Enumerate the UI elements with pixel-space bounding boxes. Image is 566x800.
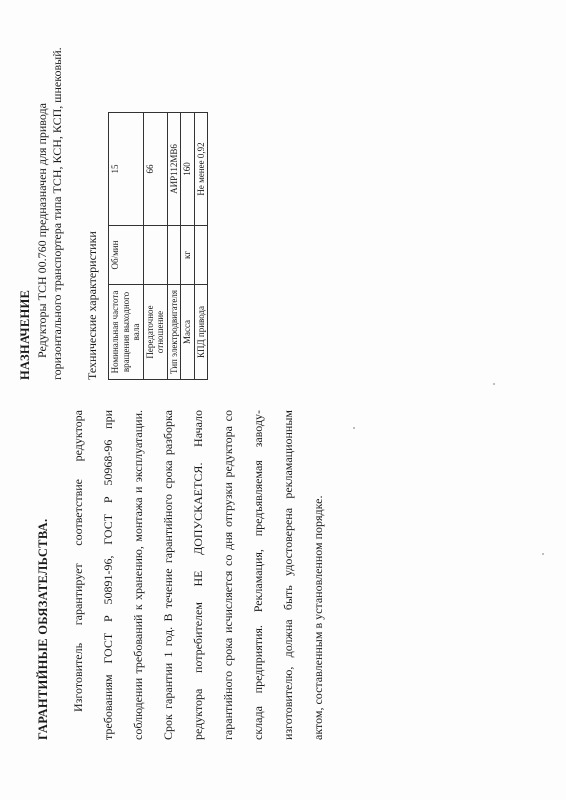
table-row bbox=[167, 113, 181, 380]
purpose-title: НАЗНАЧЕНИЕ bbox=[18, 289, 32, 380]
spec-unit: кг bbox=[181, 226, 195, 285]
table-row bbox=[143, 113, 167, 380]
spec-unit bbox=[143, 226, 167, 285]
table-row bbox=[181, 113, 195, 380]
purpose-text: Редукторы ТСН 00.760 предназначен для привода горизонтального транспортера типа ТСН, КСН, КСП, шнековый. bbox=[35, 47, 64, 380]
scan-speck bbox=[353, 427, 355, 429]
table-row bbox=[109, 113, 144, 380]
spec-value: 15 bbox=[109, 113, 144, 226]
warranty-text: Изготовитель гарантирует соответствие редуктора требованиям ГОСТ Р 50891-96, ГОСТ Р 50968-96 при соблюдении требований к хранению, монтажа и эксплуатации. Срок гарантии 1 год. В течение гарантийного срока разборка редуктора потребителем НЕ ДОПУСКАЕТСЯ. Начало гарантийного срока исчисляется со дня отгрузки редуктора со склада предприятия. Рекламация, предъявляемая заводу-изготовителю, должна быть удостоверена рекламационным актом, составленным в установленном порядке. bbox=[71, 410, 325, 740]
warranty-title: ГАРАНТИЙНЫЕ ОБЯЗАТЕЛЬСТВА. bbox=[36, 518, 50, 740]
spec-value: 160 bbox=[181, 113, 195, 226]
spec-unit bbox=[167, 226, 181, 285]
scan-speck bbox=[542, 553, 544, 555]
spec-name: Номинальная частота вращения выходного вала bbox=[109, 285, 144, 380]
purpose-section bbox=[18, 20, 208, 380]
spec-value: Не менее 0,92 bbox=[194, 113, 208, 226]
table-row bbox=[194, 113, 208, 380]
spec-value: 66 bbox=[143, 113, 167, 226]
spec-name: Тип электродвигателя bbox=[167, 285, 181, 380]
spec-value: АИР112МВ6 bbox=[167, 113, 181, 226]
spec-name: Передаточное отношение bbox=[143, 285, 167, 380]
spec-name: КПД привода bbox=[194, 285, 208, 380]
specs-table bbox=[108, 112, 208, 380]
spec-name: Масса bbox=[181, 285, 195, 380]
spec-unit: Об/мин bbox=[109, 226, 144, 285]
spec-unit bbox=[194, 226, 208, 285]
warranty-section bbox=[20, 410, 333, 740]
scan-speck bbox=[493, 383, 495, 385]
specs-title: Технические характеристики bbox=[85, 231, 99, 380]
